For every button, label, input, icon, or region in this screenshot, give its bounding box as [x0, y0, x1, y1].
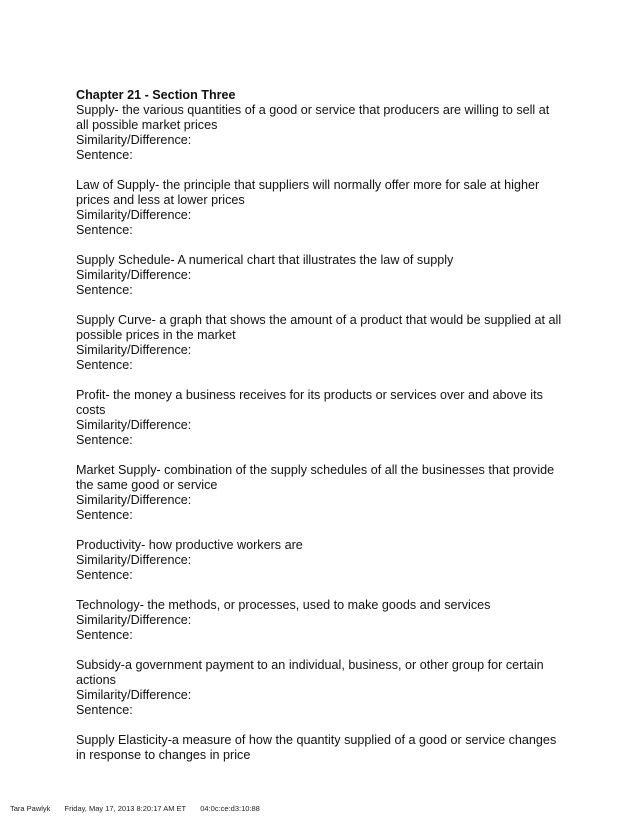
similarity-label: Similarity/Difference:: [76, 553, 192, 567]
similarity-label: Similarity/Difference:: [76, 418, 192, 432]
similarity-label: Similarity/Difference:: [76, 688, 192, 702]
footer-id: 04:0c:ce:d3:10:88: [200, 804, 260, 813]
sentence-label: Sentence:: [76, 358, 133, 372]
term-entry-supply-schedule: [76, 253, 564, 298]
footer-author: Tara Pawlyk: [10, 804, 51, 813]
similarity-label: Similarity/Difference:: [76, 613, 192, 627]
definition-text: Law of Supply- the principle that suppliers will normally offer more for sale at higher prices and less at lower prices: [76, 178, 540, 207]
heading-block: [76, 88, 564, 163]
definition-text: Subsidy-a government payment to an individual, business, or other group for certain actions: [76, 658, 544, 687]
similarity-label: Similarity/Difference:: [76, 268, 192, 282]
definition-text: Supply Curve- a graph that shows the amount of a product that would be supplied at all possible prices in the market: [76, 313, 562, 342]
definition-text: Profit- the money a business receives for its products or services over and above its costs: [76, 388, 543, 417]
page-footer: [10, 804, 272, 814]
term-entry-supply-curve: [76, 313, 564, 373]
footer-timestamp: Friday, May 17, 2013 8:20:17 AM ET: [64, 804, 187, 813]
sentence-label: Sentence:: [76, 433, 133, 447]
sentence-label: Sentence:: [76, 628, 133, 642]
definition-text: Supply Elasticity-a measure of how the quantity supplied of a good or service changes in response to changes in price: [76, 733, 557, 762]
term-entry-productivity: [76, 538, 564, 583]
similarity-label: Similarity/Difference:: [76, 343, 192, 357]
term-entry-technology: [76, 598, 564, 643]
definition-text: Supply Schedule- A numerical chart that illustrates the law of supply: [76, 253, 454, 267]
term-entry-profit: [76, 388, 564, 448]
term-entry-subsidy: [76, 658, 564, 718]
similarity-label: Similarity/Difference:: [76, 133, 192, 147]
similarity-label: Similarity/Difference:: [76, 493, 192, 507]
sentence-label: Sentence:: [76, 568, 133, 582]
similarity-label: Similarity/Difference:: [76, 208, 192, 222]
sentence-label: Sentence:: [76, 703, 133, 717]
sentence-label: Sentence:: [76, 508, 133, 522]
definition-text: Market Supply- combination of the supply schedules of all the businesses that provide the same good or service: [76, 463, 555, 492]
section-heading: Chapter 21 - Section Three: [76, 88, 236, 102]
definition-text: Technology- the methods, or processes, used to make goods and services: [76, 598, 491, 612]
term-entry-market-supply: [76, 463, 564, 523]
document-body: [76, 88, 564, 763]
sentence-label: Sentence:: [76, 283, 133, 297]
definition-text: Productivity- how productive workers are: [76, 538, 303, 552]
term-entry-supply-elasticity: [76, 733, 564, 763]
sentence-label: Sentence:: [76, 223, 133, 237]
sentence-label: Sentence:: [76, 148, 133, 162]
definition-text: Supply- the various quantities of a good or service that producers are willing to sell at all possible market prices: [76, 103, 550, 132]
term-entry-law-of-supply: [76, 178, 564, 238]
